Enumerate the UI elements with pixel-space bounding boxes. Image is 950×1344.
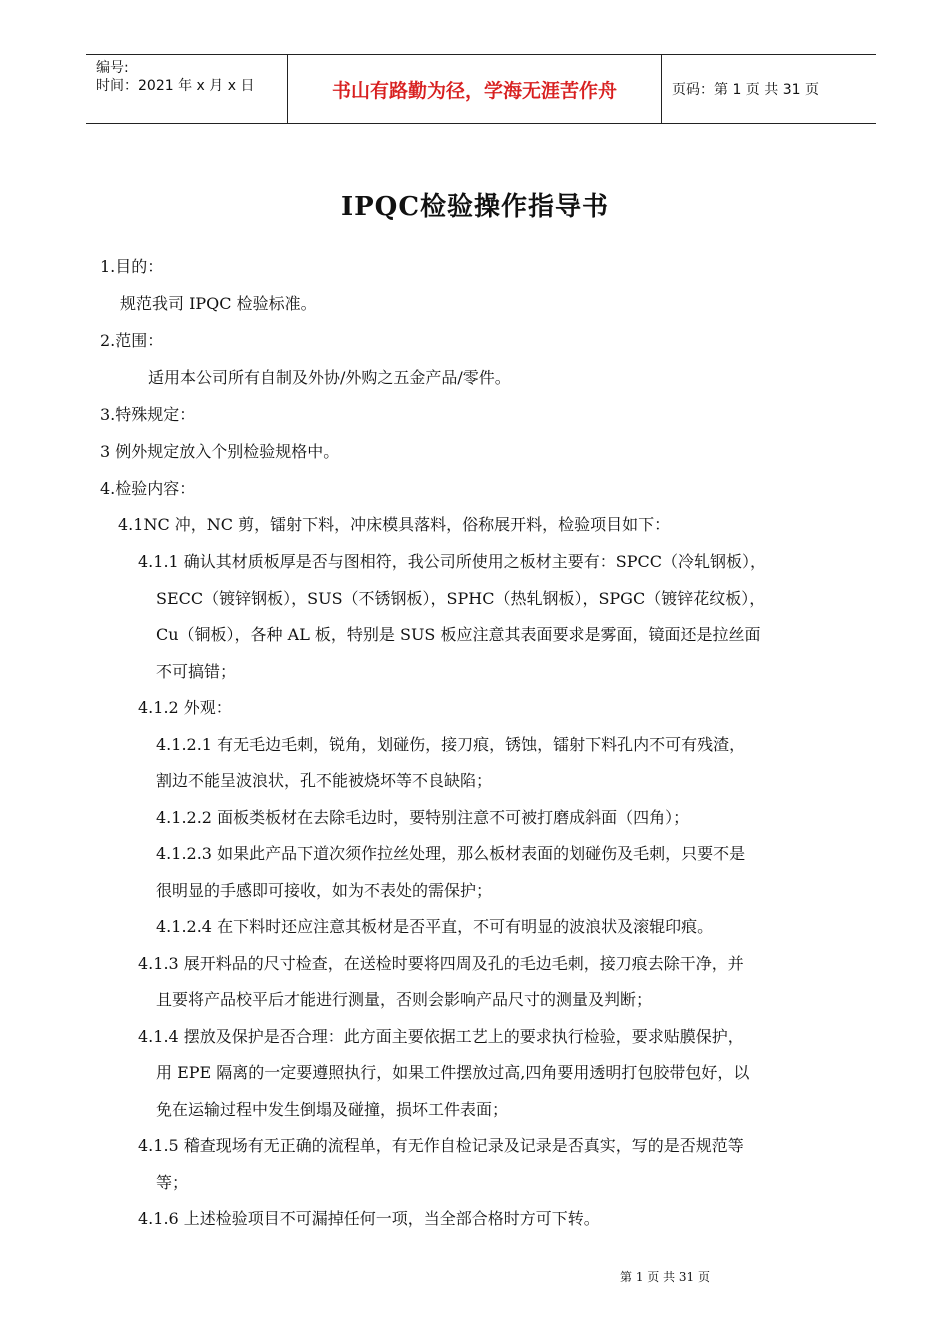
paragraph-line: 等； — [156, 1173, 189, 1192]
paragraph-line: 适用本公司所有自制及外协/外购之五金产品/零件。 — [148, 368, 511, 387]
paragraph-line: 3 例外规定放入个别检验规格中。 — [100, 442, 340, 461]
paragraph-line: 4.1.3 展开料品的尺寸检查，在送检时要将四周及孔的毛边毛刺，接刀痕去除干净，并 — [138, 954, 744, 973]
paragraph-line: 4.1.2.1 有无毛边毛刺，锐角，划碰伤，接刀痕，锈蚀，镭射下料孔内不可有残渣， — [156, 735, 746, 754]
paragraph-line: 4.1.5 稽查现场有无正确的流程单，有无作自检记录及记录是否真实，写的是否规范等 — [138, 1136, 744, 1155]
document-title: IPQC检验操作指导书 — [340, 192, 610, 222]
paragraph-line: 且要将产品校平后才能进行测量，否则会影响产品尺寸的测量及判断； — [156, 990, 653, 1009]
paragraph-line: 不可搞错； — [156, 662, 237, 681]
paragraph-line: Cu（铜板），各种 AL 板，特别是 SUS 板应注意其表面要求是雾面，镜面还是拉丝面 — [156, 625, 761, 644]
paragraph-line: 4.1.2.3 如果此产品下道次须作拉丝处理，那么板材表面的划碰伤及毛刺，只要不是 — [156, 844, 746, 863]
time-label: 时间：2021 年 x 月 x 日 — [96, 78, 255, 94]
section-heading: 2.范围： — [100, 331, 164, 350]
paragraph-line: 4.1.2.2 面板类板材在去除毛边时，要特别注意不可被打磨成斜面（四角）； — [156, 808, 690, 827]
page-header — [86, 54, 876, 124]
paragraph-line: 4.1.6 上述检验项目不可漏掉任何一项，当全部合格时方可下转。 — [138, 1209, 600, 1228]
paragraph-line: 用 EPE 隔离的一定要遵照执行，如果工件摆放过高,四角要用透明打包胶带包好，以 — [156, 1063, 750, 1082]
paragraph-line: 4.1.4 摆放及保护是否合理：此方面主要依据工艺上的要求执行检验，要求贴膜保护， — [138, 1027, 744, 1046]
paragraph-line: 规范我司 IPQC 检验标准。 — [120, 294, 317, 313]
paragraph-line: 4.1.2.4 在下料时还应注意其板材是否平直，不可有明显的波浪状及滚辊印痕。 — [156, 917, 714, 936]
header-page-info: 页码：第 1 页 共 31 页 — [672, 82, 819, 98]
paragraph-line: 4.1NC 冲，NC 剪，镭射下料，冲床模具落料，俗称展开料，检验项目如下： — [118, 515, 671, 534]
footer-page-number: 第 1 页 共 31 页 — [620, 1270, 710, 1284]
header-motto: 书山有路勤为径，学海无涯苦作舟 — [288, 55, 662, 123]
paragraph-line: 4.1.2 外观： — [138, 698, 232, 717]
number-label: 编号: — [96, 60, 129, 76]
section-heading: 4.检验内容： — [100, 479, 196, 498]
section-heading: 3.特殊规定： — [100, 405, 196, 424]
header-meta — [86, 55, 288, 123]
paragraph-line: 割边不能呈波浪状，孔不能被烧坏等不良缺陷； — [156, 771, 493, 790]
paragraph-line: SECC（镀锌钢板），SUS（不锈钢板），SPHC（热轧钢板），SPGC（镀锌花纹板）， — [156, 589, 766, 608]
paragraph-line: 很明显的手感即可接收，如为不表处的需保护； — [156, 881, 493, 900]
section-heading: 1.目的： — [100, 257, 164, 276]
paragraph-line: 4.1.1 确认其材质板厚是否与图相符，我公司所使用之板材主要有：SPCC（冷轧钢板）， — [138, 552, 767, 571]
paragraph-line: 免在运输过程中发生倒塌及碰撞，损坏工件表面； — [156, 1100, 509, 1119]
